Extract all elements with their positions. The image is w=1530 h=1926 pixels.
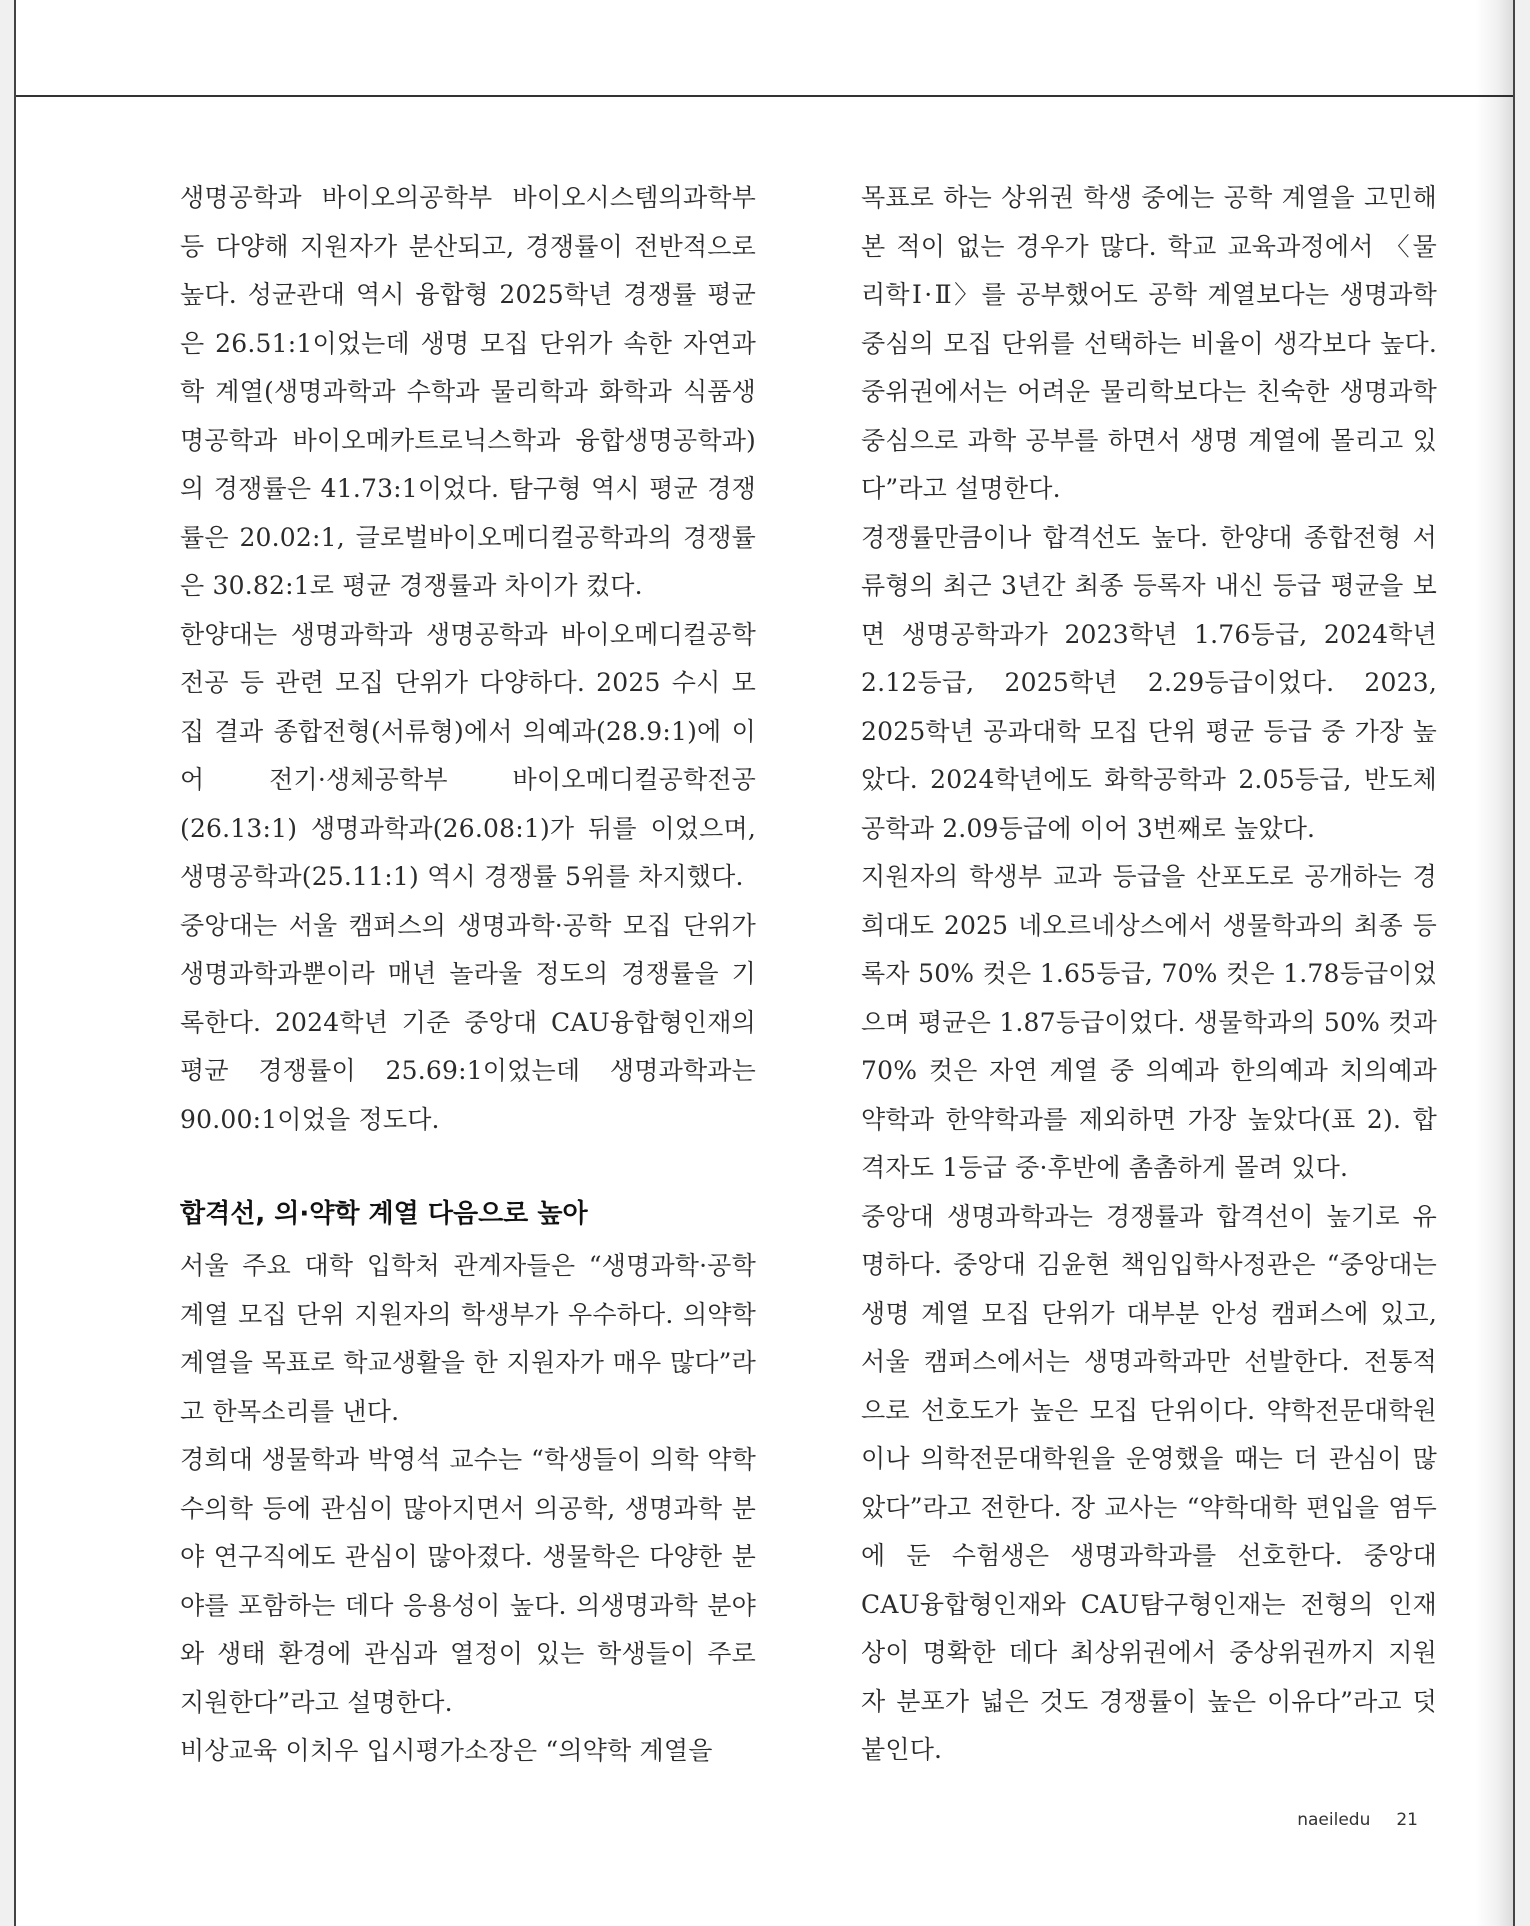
body-paragraph: 한양대는 생명과학과 생명공학과 바이오메디컬공학 전공 등 관련 모집 단위가 다양하다. 2025 수시 모집 결과 종합전형(서류형)에서 의예과(28.9:1)에 이어 전기·생체공학부 바이오메디컬공학전공(26.13:1) 생명과학과(26.08:1)가 뒤를 이었으며, 생명공학과(25.11:1) 역시 경쟁률 5위를 차지했다. [180, 619, 756, 891]
page-footer [1297, 1810, 1418, 1830]
right-column [861, 174, 1437, 1775]
magazine-page [14, 0, 1515, 1926]
body-paragraph: 중앙대는 서울 캠퍼스의 생명과학·공학 모집 단위가 생명과학과뿐이라 매년 놀라울 정도의 경쟁률을 기록한다. 2024학년 기준 중앙대 CAU융합형인재의 평균 경쟁률이 25.69:1이었는데 생명과학과는 90.00:1이었을 정도다. [180, 910, 756, 1134]
left-column [180, 174, 756, 1776]
header-rule [16, 95, 1513, 97]
body-paragraph: 목표로 하는 상위권 학생 중에는 공학 계열을 고민해본 적이 없는 경우가 많다. 학교 교육과정에서 〈물리학Ⅰ·Ⅱ〉를 공부했어도 공학 계열보다는 생명과학 중심의 모집 단위를 선택하는 비율이 생각보다 높다. 중위권에서는 어려운 물리학보다는 친숙한 생명과학 중심으로 과학 공부를 하면서 생명 계열에 몰리고 있다”라고 설명한다. [861, 183, 1437, 503]
body-paragraph: 비상교육 이치우 입시평가소장은 “의약학 계열을 [180, 1736, 713, 1765]
body-paragraph: 지원자의 학생부 교과 등급을 산포도로 공개하는 경희대도 2025 네오르네상스에서 생물학과의 최종 등록자 50% 컷은 1.65등급, 70% 컷은 1.78등급이었으며 평균은 1.87등급이었다. 생물학과의 50% 컷과 70% 컷은 자연 계열 중 의예과 한의예과 치의예과 약학과 한약학과를 제외하면 가장 높았다(표 2). 합격자도 1등급 중·후반에 촘촘하게 몰려 있다. [861, 862, 1437, 1182]
body-paragraph: 서울 주요 대학 입학처 관계자들은 “생명과학·공학 계열 모집 단위 지원자의 학생부가 우수하다. 의약학 계열을 목표로 학교생활을 한 지원자가 매우 많다”라고 한목소리를 낸다. [180, 1251, 756, 1426]
body-paragraph: 경쟁률만큼이나 합격선도 높다. 한양대 종합전형 서류형의 최근 3년간 최종 등록자 내신 등급 평균을 보면 생명공학과가 2023학년 1.76등급, 2024학년 2.12등급, 2025학년 2.29등급이었다. 2023, 2025학년 공과대학 모집 단위 평균 등급 중 가장 높았다. 2024학년에도 화학공학과 2.05등급, 반도체공학과 2.09등급에 이어 3번째로 높았다. [861, 522, 1437, 843]
section-heading: 합격선, 의·약학 계열 다음으로 높아 [180, 1199, 588, 1229]
page-edge-shadow [1475, 0, 1513, 1926]
body-paragraph: 생명공학과 바이오의공학부 바이오시스템의과학부 등 다양해 지원자가 분산되고, 경쟁률이 전반적으로 높다. 성균관대 역시 융합형 2025학년 경쟁률 평균은 26.51:1이었는데 생명 모집 단위가 속한 자연과학 계열(생명과학과 수학과 물리학과 화학과 식품생명공학과 바이오메카트로닉스학과 융합생명공학과)의 경쟁률은 41.73:1이었다. 탐구형 역시 평균 경쟁률은 20.02:1, 글로벌바이오메디컬공학과의 경쟁률은 30.82:1로 평균 경쟁률과 차이가 컸다. [180, 183, 756, 600]
footer-brand: naeiledu [1297, 1810, 1371, 1830]
page-number: 21 [1396, 1810, 1418, 1830]
body-paragraph: 경희대 생물학과 박영석 교수는 “학생들이 의학 약학 수의학 등에 관심이 많아지면서 의공학, 생명과학 분야 연구직에도 관심이 많아졌다. 생물학은 다양한 분야를 포함하는 데다 응용성이 높다. 의생명과학 분야와 생태 환경에 관심과 열정이 있는 학생들이 주로 지원한다”라고 설명한다. [180, 1445, 756, 1717]
body-paragraph: 중앙대 생명과학과는 경쟁률과 합격선이 높기로 유명하다. 중앙대 김윤현 책임입학사정관은 “중앙대는 생명 계열 모집 단위가 대부분 안성 캠퍼스에 있고, 서울 캠퍼스에서는 생명과학과만 선발한다. 전통적으로 선호도가 높은 모집 단위이다. 약학전문대학원이나 의학전문대학원을 운영했을 때는 더 관심이 많았다”라고 전한다. 장 교사는 “약학대학 편입을 염두에 둔 수험생은 생명과학과를 선호한다. 중앙대 CAU융합형인재와 CAU탐구형인재는 전형의 인재상이 명확한 데다 최상위권에서 중상위권까지 지원자 분포가 넓은 것도 경쟁률이 높은 이유다”라고 덧붙인다. [861, 1201, 1437, 1764]
